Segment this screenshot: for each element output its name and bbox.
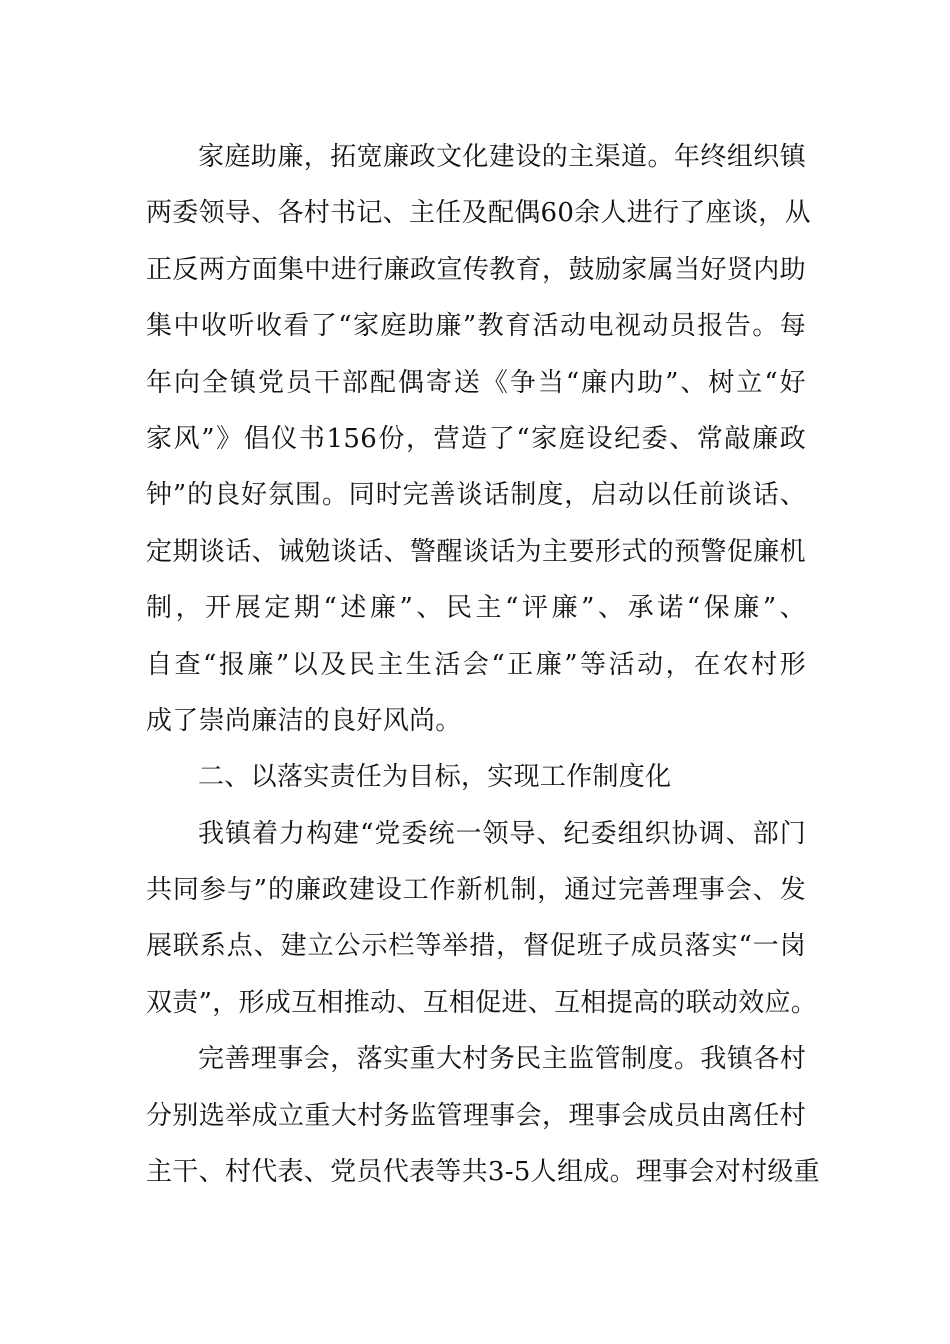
text-line: 正反两方面集中进行廉政宣传教育，鼓励家属当好贤内助: [146, 254, 806, 285]
text-line: 年向全镇党员干部配偶寄送《争当“廉内助”、树立“好: [146, 367, 806, 398]
section-heading: 二、以落实责任为目标，实现工作制度化: [198, 762, 672, 793]
text-line: 双责”，形成互相推动、互相促进、互相提高的联动效应。: [146, 987, 818, 1018]
text-line: 钟”的良好氛围。同时完善谈话制度，启动以任前谈话、: [146, 480, 806, 511]
text-line: 共同参与”的廉政建设工作新机制，通过完善理事会、发: [146, 875, 806, 906]
text-line: 展联系点、建立公示栏等举措，督促班子成员落实“一岗: [146, 931, 806, 962]
text-line: 分别选举成立重大村务监管理事会，理事会成员由离任村: [146, 1100, 806, 1131]
text-line: 主干、村代表、党员代表等共3-5人组成。理事会对村级重: [146, 1157, 820, 1188]
text-line: 定期谈话、诫勉谈话、警醒谈话为主要形式的预警促廉机: [146, 536, 806, 567]
text-line: 自查“报廉”以及民主生活会“正廉”等活动，在农村形: [146, 649, 806, 680]
text-line: 完善理事会，落实重大村务民主监管制度。我镇各村: [198, 1044, 806, 1075]
text-line: 成了崇尚廉洁的良好风尚。: [146, 705, 462, 736]
body-text: [146, 129, 820, 1200]
text-line: 家庭助廉，拓宽廉政文化建设的主渠道。年终组织镇: [198, 142, 806, 172]
text-line: 我镇着力构建“党委统一领导、纪委组织协调、部门: [198, 818, 806, 849]
text-line: 两委领导、各村书记、主任及配偶60余人进行了座谈，从: [146, 198, 811, 229]
text-line: 家风”》倡仪书156份，营造了“家庭设纪委、常敲廉政: [146, 423, 806, 454]
text-line: 集中收听收看了“家庭助廉”教育活动电视动员报告。每: [146, 311, 806, 342]
text-line: 制，开展定期“述廉”、民主“评廉”、承诺“保廉”、: [146, 593, 806, 624]
